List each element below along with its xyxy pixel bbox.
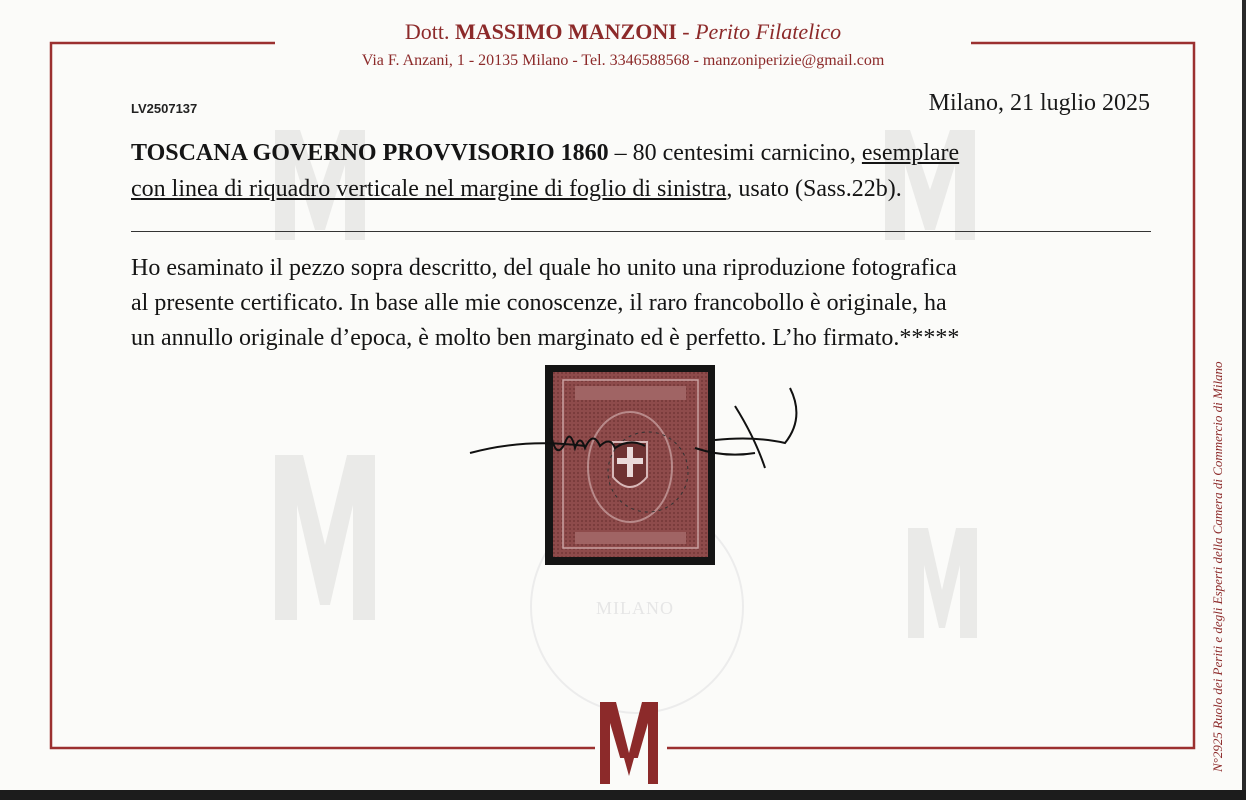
scan-edge-right [1242,0,1246,800]
monogram-logo [594,698,664,788]
signature [465,378,825,488]
description-line-1: TOSCANA GOVERNO PROVVISORIO 1860 – 80 centesimi carnicino, esemplare [131,140,960,166]
body-line-1: Ho esaminato il pezzo sopra descritto, del quale ho unito una riproduzione fotografica [131,255,957,281]
registry-note: N°2925 Ruolo dei Periti e degli Esperti della Camera di Commercio di Milano [1210,361,1225,772]
divider-rule [131,231,1151,232]
certificate-date: Milano, 21 luglio 2025 [928,90,1150,116]
expert-name: Dott. MASSIMO MANZONI - Perito Filatelico [404,19,842,44]
watermark-m-bottom-right [900,520,985,645]
body-line-2: al presente certificato. In base alle mie conoscenze, il raro francobollo è originale, ha [131,290,947,316]
watermark-m-bottom-left [265,445,385,630]
description-line-2: con linea di riquadro verticale nel margine di foglio di sinistra, usato (Sass.22b). [131,176,902,202]
scan-edge-bottom [0,790,1246,800]
certificate-number: LV2507137 [131,101,198,116]
body-line-3: un annullo originale d’epoca, è molto ben marginato ed è perfetto. L’ho firmato.***** [131,325,960,351]
seal-text: MILANO [596,598,674,618]
expert-address: Via F. Anzani, 1 - 20135 Milano - Tel. 3346588568 - manzoniperizie@gmail.com [361,52,885,69]
